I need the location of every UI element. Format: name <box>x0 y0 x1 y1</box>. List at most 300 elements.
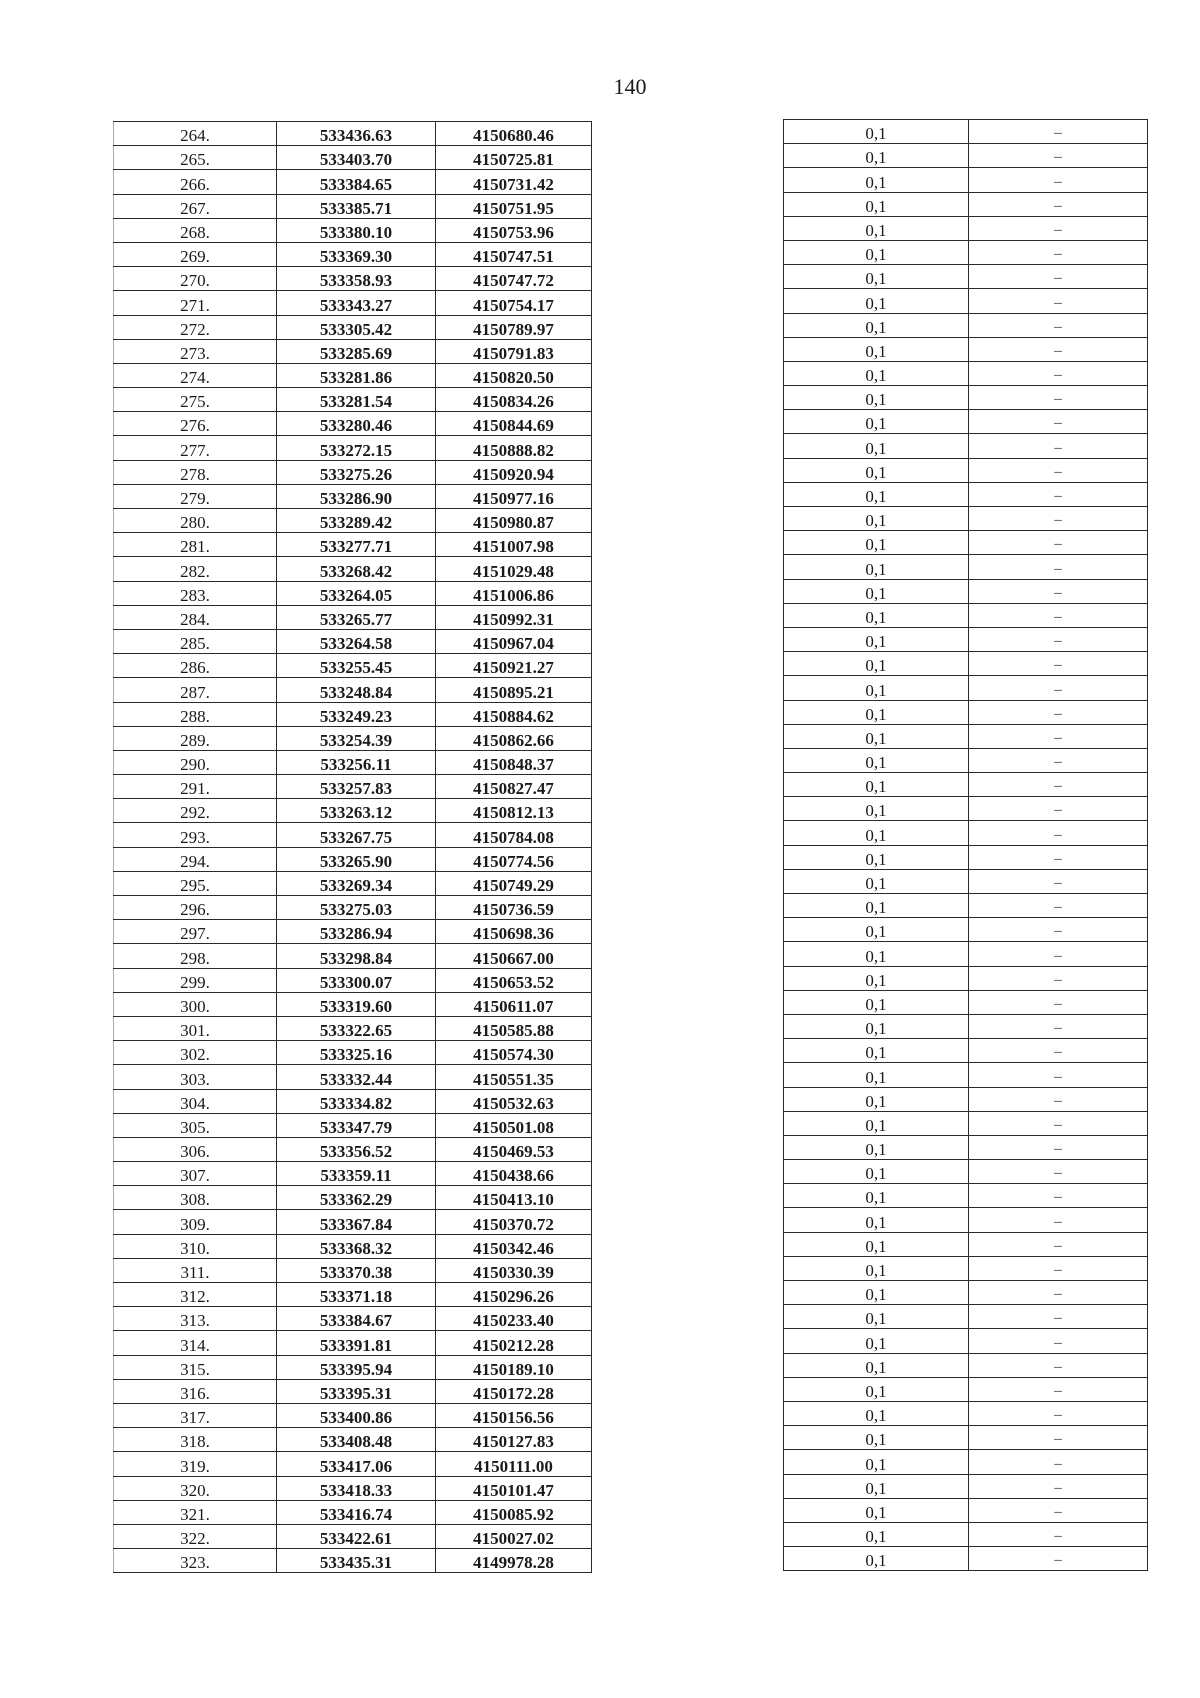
point-number-cell: 288. <box>114 702 277 726</box>
value-cell: 0,1 <box>784 531 969 555</box>
x-coordinate-cell: 533347.79 <box>277 1113 436 1137</box>
point-number-cell: 298. <box>114 944 277 968</box>
y-coordinate-cell: 4150753.96 <box>436 218 592 242</box>
y-coordinate-cell: 4150747.72 <box>436 267 592 291</box>
dash-cell: – <box>969 361 1148 385</box>
table-row <box>114 1041 592 1065</box>
table-row <box>784 1063 1148 1087</box>
x-coordinate-cell: 533275.03 <box>277 896 436 920</box>
point-number-cell: 291. <box>114 775 277 799</box>
dash-cell: – <box>969 1377 1148 1401</box>
y-coordinate-cell: 4150812.13 <box>436 799 592 823</box>
x-coordinate-cell: 533254.39 <box>277 726 436 750</box>
value-cell: 0,1 <box>784 821 969 845</box>
dash-cell: – <box>969 410 1148 434</box>
table-row <box>114 388 592 412</box>
dash-cell: – <box>969 773 1148 797</box>
x-coordinate-cell: 533298.84 <box>277 944 436 968</box>
point-number-cell: 309. <box>114 1210 277 1234</box>
table-row <box>784 265 1148 289</box>
table-row <box>114 992 592 1016</box>
dash-cell: – <box>969 1498 1148 1522</box>
point-number-cell: 269. <box>114 242 277 266</box>
point-number-cell: 285. <box>114 629 277 653</box>
dash-cell: – <box>969 652 1148 676</box>
table-row <box>784 724 1148 748</box>
x-coordinate-cell: 533286.90 <box>277 484 436 508</box>
point-number-cell: 277. <box>114 436 277 460</box>
y-coordinate-cell: 4150784.08 <box>436 823 592 847</box>
x-coordinate-cell: 533403.70 <box>277 146 436 170</box>
value-cell: 0,1 <box>784 1426 969 1450</box>
x-coordinate-cell: 533395.31 <box>277 1379 436 1403</box>
value-cell: 0,1 <box>784 1353 969 1377</box>
table-row <box>114 581 592 605</box>
y-coordinate-cell: 4151007.98 <box>436 533 592 557</box>
y-coordinate-cell: 4150848.37 <box>436 750 592 774</box>
table-row <box>114 1307 592 1331</box>
table-row <box>784 168 1148 192</box>
table-row <box>114 436 592 460</box>
value-cell: 0,1 <box>784 700 969 724</box>
y-coordinate-cell: 4150330.39 <box>436 1258 592 1282</box>
point-number-cell: 265. <box>114 146 277 170</box>
point-number-cell: 290. <box>114 750 277 774</box>
point-number-cell: 317. <box>114 1403 277 1427</box>
table-row <box>784 652 1148 676</box>
table-row <box>784 1111 1148 1135</box>
table-row <box>114 1258 592 1282</box>
y-coordinate-cell: 4150749.29 <box>436 871 592 895</box>
y-coordinate-cell: 4150156.56 <box>436 1403 592 1427</box>
point-number-cell: 272. <box>114 315 277 339</box>
y-coordinate-cell: 4150967.04 <box>436 629 592 653</box>
value-cell: 0,1 <box>784 1498 969 1522</box>
table-row <box>784 1160 1148 1184</box>
table-row <box>784 1426 1148 1450</box>
value-cell: 0,1 <box>784 1087 969 1111</box>
table-row <box>784 240 1148 264</box>
x-coordinate-cell: 533305.42 <box>277 315 436 339</box>
x-coordinate-cell: 533385.71 <box>277 194 436 218</box>
y-coordinate-cell: 4150413.10 <box>436 1186 592 1210</box>
table-row <box>114 1476 592 1500</box>
point-number-cell: 314. <box>114 1331 277 1355</box>
dash-cell: – <box>969 748 1148 772</box>
y-coordinate-cell: 4150725.81 <box>436 146 592 170</box>
x-coordinate-cell: 533281.54 <box>277 388 436 412</box>
value-cell: 0,1 <box>784 773 969 797</box>
point-number-cell: 304. <box>114 1089 277 1113</box>
value-cell: 0,1 <box>784 1305 969 1329</box>
point-number-cell: 323. <box>114 1549 277 1573</box>
x-coordinate-cell: 533422.61 <box>277 1524 436 1548</box>
point-number-cell: 322. <box>114 1524 277 1548</box>
point-number-cell: 273. <box>114 339 277 363</box>
x-coordinate-cell: 533255.45 <box>277 654 436 678</box>
x-coordinate-cell: 533370.38 <box>277 1258 436 1282</box>
x-coordinate-cell: 533275.26 <box>277 460 436 484</box>
dash-cell: – <box>969 337 1148 361</box>
table-row <box>114 1113 592 1137</box>
point-number-cell: 302. <box>114 1041 277 1065</box>
y-coordinate-cell: 4150774.56 <box>436 847 592 871</box>
table-row <box>784 1281 1148 1305</box>
value-cell: 0,1 <box>784 386 969 410</box>
table-row <box>114 339 592 363</box>
x-coordinate-cell: 533272.15 <box>277 436 436 460</box>
y-coordinate-cell: 4151029.48 <box>436 557 592 581</box>
dash-cell: – <box>969 434 1148 458</box>
dash-cell: – <box>969 531 1148 555</box>
x-coordinate-cell: 533384.65 <box>277 170 436 194</box>
point-number-cell: 289. <box>114 726 277 750</box>
x-coordinate-cell: 533359.11 <box>277 1162 436 1186</box>
table-row <box>114 1162 592 1186</box>
value-cell: 0,1 <box>784 966 969 990</box>
table-row <box>114 1355 592 1379</box>
dash-cell: – <box>969 821 1148 845</box>
point-number-cell: 286. <box>114 654 277 678</box>
y-coordinate-cell: 4150342.46 <box>436 1234 592 1258</box>
value-cell: 0,1 <box>784 579 969 603</box>
value-cell: 0,1 <box>784 216 969 240</box>
point-number-cell: 312. <box>114 1283 277 1307</box>
y-coordinate-cell: 4150895.21 <box>436 678 592 702</box>
table-row <box>784 386 1148 410</box>
x-coordinate-cell: 533264.58 <box>277 629 436 653</box>
x-coordinate-cell: 533400.86 <box>277 1403 436 1427</box>
dash-cell: – <box>969 845 1148 869</box>
point-number-cell: 280. <box>114 509 277 533</box>
dash-cell: – <box>969 265 1148 289</box>
point-number-cell: 301. <box>114 1016 277 1040</box>
y-coordinate-cell: 4150980.87 <box>436 509 592 533</box>
dash-cell: – <box>969 1014 1148 1038</box>
table-row <box>114 1524 592 1548</box>
y-coordinate-cell: 4150820.50 <box>436 363 592 387</box>
table-row <box>784 627 1148 651</box>
point-number-cell: 296. <box>114 896 277 920</box>
value-cell: 0,1 <box>784 265 969 289</box>
value-cell: 0,1 <box>784 120 969 144</box>
table-row <box>114 122 592 146</box>
table-row <box>114 678 592 702</box>
value-cell: 0,1 <box>784 289 969 313</box>
y-coordinate-cell: 4150888.82 <box>436 436 592 460</box>
value-cell: 0,1 <box>784 410 969 434</box>
value-cell: 0,1 <box>784 240 969 264</box>
y-coordinate-cell: 4150731.42 <box>436 170 592 194</box>
table-row <box>114 1428 592 1452</box>
table-row <box>784 337 1148 361</box>
table-row <box>114 1452 592 1476</box>
table-row <box>784 120 1148 144</box>
value-cell: 0,1 <box>784 1039 969 1063</box>
dash-cell: – <box>969 894 1148 918</box>
point-number-cell: 270. <box>114 267 277 291</box>
table-row <box>784 603 1148 627</box>
table-row <box>784 1353 1148 1377</box>
dash-cell: – <box>969 1160 1148 1184</box>
y-coordinate-cell: 4150920.94 <box>436 460 592 484</box>
x-coordinate-cell: 533418.33 <box>277 1476 436 1500</box>
table-row <box>114 871 592 895</box>
x-coordinate-cell: 533408.48 <box>277 1428 436 1452</box>
value-cell: 0,1 <box>784 603 969 627</box>
table-row <box>114 968 592 992</box>
dash-cell: – <box>969 942 1148 966</box>
table-row <box>114 1331 592 1355</box>
point-number-cell: 266. <box>114 170 277 194</box>
y-coordinate-cell: 4150370.72 <box>436 1210 592 1234</box>
dash-cell: – <box>969 1184 1148 1208</box>
point-number-cell: 319. <box>114 1452 277 1476</box>
value-cell: 0,1 <box>784 1111 969 1135</box>
point-number-cell: 299. <box>114 968 277 992</box>
point-number-cell: 306. <box>114 1137 277 1161</box>
dash-cell: – <box>969 120 1148 144</box>
table-row <box>114 1500 592 1524</box>
x-coordinate-cell: 533264.05 <box>277 581 436 605</box>
dash-cell: – <box>969 507 1148 531</box>
table-row <box>114 1379 592 1403</box>
y-coordinate-cell: 4150736.59 <box>436 896 592 920</box>
y-coordinate-cell: 4150438.66 <box>436 1162 592 1186</box>
table-row <box>784 144 1148 168</box>
table-row <box>114 1016 592 1040</box>
x-coordinate-cell: 533289.42 <box>277 509 436 533</box>
y-coordinate-cell: 4150212.28 <box>436 1331 592 1355</box>
table-row <box>784 1208 1148 1232</box>
value-cell: 0,1 <box>784 894 969 918</box>
table-row <box>114 242 592 266</box>
y-coordinate-cell: 4150172.28 <box>436 1379 592 1403</box>
point-number-cell: 293. <box>114 823 277 847</box>
dash-cell: – <box>969 579 1148 603</box>
dash-cell: – <box>969 869 1148 893</box>
table-row <box>114 146 592 170</box>
x-coordinate-cell: 533257.83 <box>277 775 436 799</box>
table-row <box>784 1522 1148 1546</box>
table-row <box>114 847 592 871</box>
y-coordinate-cell: 4150680.46 <box>436 122 592 146</box>
table-row <box>114 775 592 799</box>
point-number-cell: 278. <box>114 460 277 484</box>
y-coordinate-cell: 4150751.95 <box>436 194 592 218</box>
table-row <box>114 533 592 557</box>
point-number-cell: 283. <box>114 581 277 605</box>
table-row <box>114 170 592 194</box>
table-row <box>114 896 592 920</box>
table-row <box>114 920 592 944</box>
y-coordinate-cell: 4150884.62 <box>436 702 592 726</box>
y-coordinate-cell: 4150992.31 <box>436 605 592 629</box>
table-row <box>784 821 1148 845</box>
point-number-cell: 311. <box>114 1258 277 1282</box>
value-cell: 0,1 <box>784 168 969 192</box>
x-coordinate-cell: 533286.94 <box>277 920 436 944</box>
table-row <box>784 1401 1148 1425</box>
x-coordinate-cell: 533334.82 <box>277 1089 436 1113</box>
y-coordinate-cell: 4150585.88 <box>436 1016 592 1040</box>
point-number-cell: 303. <box>114 1065 277 1089</box>
dash-cell: – <box>969 1547 1148 1571</box>
point-number-cell: 307. <box>114 1162 277 1186</box>
x-coordinate-cell: 533319.60 <box>277 992 436 1016</box>
table-row <box>114 799 592 823</box>
x-coordinate-cell: 533417.06 <box>277 1452 436 1476</box>
dash-cell: – <box>969 313 1148 337</box>
table-row <box>114 1403 592 1427</box>
y-coordinate-cell: 4150111.00 <box>436 1452 592 1476</box>
value-cell: 0,1 <box>784 1281 969 1305</box>
values-table-body <box>784 120 1148 1571</box>
table-row <box>784 1377 1148 1401</box>
table-row <box>114 654 592 678</box>
y-coordinate-cell: 4150551.35 <box>436 1065 592 1089</box>
x-coordinate-cell: 533325.16 <box>277 1041 436 1065</box>
table-row <box>784 797 1148 821</box>
table-row <box>784 1135 1148 1159</box>
dash-cell: – <box>969 1063 1148 1087</box>
dash-cell: – <box>969 216 1148 240</box>
table-row <box>784 1450 1148 1474</box>
table-row <box>784 555 1148 579</box>
dash-cell: – <box>969 603 1148 627</box>
dash-cell: – <box>969 144 1148 168</box>
x-coordinate-cell: 533367.84 <box>277 1210 436 1234</box>
point-number-cell: 297. <box>114 920 277 944</box>
point-number-cell: 292. <box>114 799 277 823</box>
value-cell: 0,1 <box>784 1377 969 1401</box>
dash-cell: – <box>969 1450 1148 1474</box>
table-row <box>114 363 592 387</box>
table-row <box>114 823 592 847</box>
value-cell: 0,1 <box>784 1135 969 1159</box>
y-coordinate-cell: 4151006.86 <box>436 581 592 605</box>
dash-cell: – <box>969 676 1148 700</box>
dash-cell: – <box>969 990 1148 1014</box>
y-coordinate-cell: 4150747.51 <box>436 242 592 266</box>
x-coordinate-cell: 533248.84 <box>277 678 436 702</box>
table-row <box>784 531 1148 555</box>
value-cell: 0,1 <box>784 192 969 216</box>
value-cell: 0,1 <box>784 458 969 482</box>
table-row <box>114 267 592 291</box>
value-cell: 0,1 <box>784 845 969 869</box>
value-cell: 0,1 <box>784 918 969 942</box>
value-cell: 0,1 <box>784 1160 969 1184</box>
dash-cell: – <box>969 1087 1148 1111</box>
value-cell: 0,1 <box>784 482 969 506</box>
point-number-cell: 321. <box>114 1500 277 1524</box>
x-coordinate-cell: 533269.34 <box>277 871 436 895</box>
value-cell: 0,1 <box>784 1208 969 1232</box>
table-row <box>114 509 592 533</box>
dash-cell: – <box>969 458 1148 482</box>
point-number-cell: 320. <box>114 1476 277 1500</box>
dash-cell: – <box>969 797 1148 821</box>
x-coordinate-cell: 533332.44 <box>277 1065 436 1089</box>
table-row <box>114 944 592 968</box>
point-number-cell: 313. <box>114 1307 277 1331</box>
value-cell: 0,1 <box>784 724 969 748</box>
table-row <box>114 1186 592 1210</box>
dash-cell: – <box>969 1232 1148 1256</box>
point-number-cell: 300. <box>114 992 277 1016</box>
point-number-cell: 267. <box>114 194 277 218</box>
value-cell: 0,1 <box>784 1547 969 1571</box>
y-coordinate-cell: 4150127.83 <box>436 1428 592 1452</box>
table-row <box>114 218 592 242</box>
table-row <box>784 579 1148 603</box>
value-cell: 0,1 <box>784 1450 969 1474</box>
dash-cell: – <box>969 1474 1148 1498</box>
table-row <box>784 1305 1148 1329</box>
y-coordinate-cell: 4150233.40 <box>436 1307 592 1331</box>
x-coordinate-cell: 533268.42 <box>277 557 436 581</box>
point-number-cell: 318. <box>114 1428 277 1452</box>
x-coordinate-cell: 533435.31 <box>277 1549 436 1573</box>
value-cell: 0,1 <box>784 361 969 385</box>
dash-cell: – <box>969 1329 1148 1353</box>
value-cell: 0,1 <box>784 1522 969 1546</box>
dash-cell: – <box>969 1111 1148 1135</box>
x-coordinate-cell: 533368.32 <box>277 1234 436 1258</box>
table-row <box>114 557 592 581</box>
point-number-cell: 315. <box>114 1355 277 1379</box>
table-row <box>784 845 1148 869</box>
table-row <box>784 482 1148 506</box>
dash-cell: – <box>969 240 1148 264</box>
dash-cell: – <box>969 966 1148 990</box>
x-coordinate-cell: 533267.75 <box>277 823 436 847</box>
table-row <box>114 1065 592 1089</box>
value-cell: 0,1 <box>784 869 969 893</box>
table-row <box>784 942 1148 966</box>
y-coordinate-cell: 4150085.92 <box>436 1500 592 1524</box>
x-coordinate-cell: 533263.12 <box>277 799 436 823</box>
y-coordinate-cell: 4150754.17 <box>436 291 592 315</box>
x-coordinate-cell: 533256.11 <box>277 750 436 774</box>
x-coordinate-cell: 533358.93 <box>277 267 436 291</box>
point-number-cell: 294. <box>114 847 277 871</box>
value-cell: 0,1 <box>784 555 969 579</box>
y-coordinate-cell: 4150653.52 <box>436 968 592 992</box>
value-cell: 0,1 <box>784 313 969 337</box>
point-number-cell: 284. <box>114 605 277 629</box>
point-number-cell: 295. <box>114 871 277 895</box>
dash-cell: – <box>969 1426 1148 1450</box>
table-row <box>784 507 1148 531</box>
y-coordinate-cell: 4150862.66 <box>436 726 592 750</box>
coordinates-table <box>113 121 592 1573</box>
table-row <box>784 773 1148 797</box>
dash-cell: – <box>969 1401 1148 1425</box>
table-row <box>784 700 1148 724</box>
table-row <box>784 1014 1148 1038</box>
dash-cell: – <box>969 700 1148 724</box>
table-row <box>784 894 1148 918</box>
value-cell: 0,1 <box>784 627 969 651</box>
point-number-cell: 308. <box>114 1186 277 1210</box>
table-row <box>784 676 1148 700</box>
x-coordinate-cell: 533281.86 <box>277 363 436 387</box>
dash-cell: – <box>969 1281 1148 1305</box>
value-cell: 0,1 <box>784 942 969 966</box>
x-coordinate-cell: 533436.63 <box>277 122 436 146</box>
